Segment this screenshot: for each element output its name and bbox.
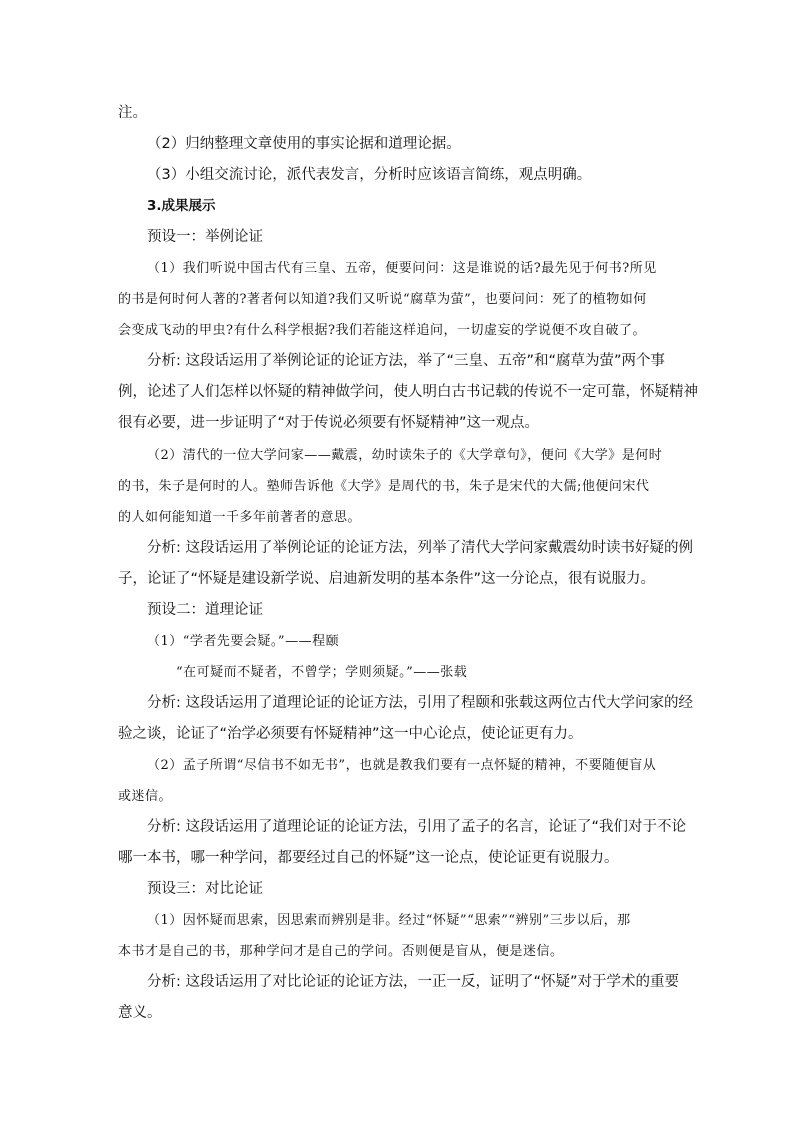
- analysis-1-line: 分析: 这段话运用了举例论证的论证方法，举了“三皇、五帝”和“腐草为萤”两个事: [147, 353, 666, 369]
- analysis-3-line: 分析: 这段话运用了道理论证的论证方法，引用了程颐和张载这两位古代大学问家的经: [147, 695, 693, 711]
- section-heading-results: 3.成果展示: [147, 198, 216, 214]
- analysis-2: [118, 533, 693, 595]
- preset-3-title: 预设三：对比论证: [147, 881, 263, 897]
- quote-2: [118, 440, 678, 533]
- quote-4-line: （2）孟子所谓“尽信书不如无书”，也就是教我们要有一点怀疑的精神，不要随便盲从: [147, 758, 657, 773]
- quote-5-line: （1）因怀疑而思索，因思索而辨别是非。经过“怀疑”“思索”“辨别”三步以后，那: [147, 913, 631, 928]
- analysis-4: [118, 812, 687, 874]
- analysis-2-line: 子，论证了“怀疑是建设新学说、启迪新发明的基本条件”这一分论点，很有说服力。: [118, 571, 656, 587]
- analysis-5: [118, 967, 678, 1029]
- analysis-1-line: 例，论述了人们怎样以怀疑的精神做学问，使人明白古书记载的传说不一定可靠，怀疑精神: [118, 384, 698, 400]
- quote-5: [118, 905, 678, 967]
- analysis-5-line: 分析: 这段话运用了对比论证的论证方法，一正一反，证明了“怀疑”对于学术的重要: [147, 974, 680, 990]
- quote-4: [118, 750, 678, 812]
- paragraph-fragment: 注。: [118, 105, 147, 121]
- quote-2-line: 的书，朱子是何时的人。塾师告诉他《大学》是周代的书，朱子是宋代的大儒;他便问宋代: [118, 479, 650, 494]
- quote-1-line: （1）我们听说中国古代有三皇、五帝，便要问问：这是谁说的话?最先见于何书?所见: [147, 261, 657, 276]
- quote-1-line: 的书是何时何人著的?著者何以知道?我们又听说“腐草为萤”，也要问问：死了的植物如何: [118, 292, 647, 307]
- quote-3-zhang-zai: “在可疑而不疑者，不曾学；学则须疑。”——张载: [176, 665, 468, 680]
- quote-5-line: 本书才是自己的书，那种学问才是自己的学问。否则便是盲从，便是迷信。: [118, 944, 564, 959]
- quote-4-line: 或迷信。: [118, 789, 173, 804]
- quote-2-line: （2）清代的一位大学问家——戴震，幼时读朱子的《大学章句》，便问《大学》是何时: [147, 448, 663, 463]
- quote-1: [118, 253, 678, 346]
- analysis-1-line: 很有必要，进一步证明了“对于传说必须要有怀疑精神”这一观点。: [118, 415, 540, 431]
- analysis-3: [118, 688, 693, 750]
- quote-3-cheng-yi: （1）“学者先要会疑。”——程颐: [147, 634, 340, 649]
- quote-2-line: 的人如何能知道一千多年前著者的意思。: [118, 510, 362, 525]
- preset-2-title: 预设二：道理论证: [147, 602, 263, 618]
- analysis-4-line: 哪一本书，哪一种学问，都要经过自己的怀疑”这一论点，使论证更有说服力。: [118, 850, 619, 866]
- step-3-text: （3）小组交流讨论，派代表发言，分析时应该语言简练，观点明确。: [147, 167, 592, 183]
- analysis-3-line: 验之谈，论证了“治学必须要有怀疑精神”这一中心论点，使论证更有力。: [118, 726, 583, 742]
- analysis-2-line: 分析: 这段话运用了举例论证的论证方法，列举了清代大学问家戴震幼时读书好疑的例: [147, 540, 693, 556]
- preset-1-title: 预设一：举例论证: [147, 229, 263, 245]
- quote-1-line: 会变成飞动的甲虫?有什么科学根据?我们若能这样追问，一切虚妄的学说便不攻自破了。: [118, 323, 646, 338]
- step-2-text: （2）归纳整理文章使用的事实论据和道理论据。: [147, 136, 461, 152]
- analysis-1: [118, 346, 698, 439]
- analysis-4-line: 分析: 这段话运用了道理论证的论证方法，引用了孟子的名言，论证了“我们对于不论: [147, 819, 687, 835]
- analysis-5-line: 意义。: [118, 1005, 162, 1021]
